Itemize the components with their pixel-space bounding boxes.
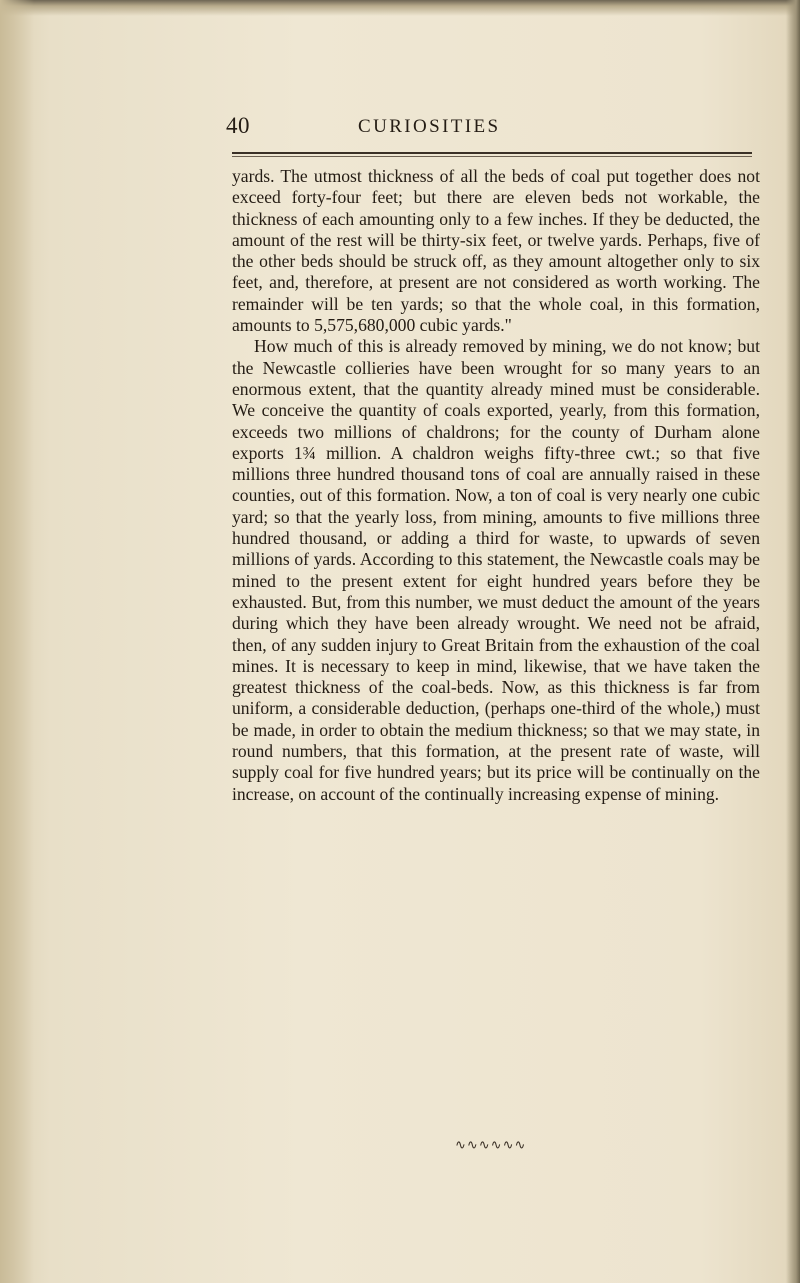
page-right-edge xyxy=(786,0,800,1283)
page-number: 40 xyxy=(226,113,250,138)
header-rule-thin xyxy=(232,156,752,157)
paragraph-2: How much of this is already removed by mining, we do not know; but the Newcastle collieries have been wrought for so many years to an enormous extent, that the quantity already mined must be considerable. We conceive the quantity of coals exported, yearly, from this formation, exceeds two millions of chaldrons; for the county of Durham alone exports 1¾ million. A chaldron weighs fifty-three cwt.; so that five millions three hundred thousand tons of coal are annually raised in these counties, out of this formation. Now, a ton of coal is very nearly one cubic yard; so that the yearly loss, from mining, amounts to five millions three hundred thousand, or adding a third for waste, to upwards of seven millions of yards. According to this statement, the Newcastle coals may be mined to the present extent for eight hundred years before they be exhausted. But, from this number, we must deduct the amount of the years during which they have been already wrought. We need not be afraid, then, of any sudden injury to Great Britain from the exhaustion of the coal mines. It is necessary to keep in mind, likewise, that we have taken the greatest thickness of the coal-beds. Now, as this thickness is far from uniform, a considerable deduction, (perhaps one-third of the whole,) must be made, in order to obtain the medium thickness; so that we may state, in round numbers, that this formation, at the present rate of waste, will supply coal for five hundred years; but its price will be continually on the increase, on account of the continually increasing expense of mining. xyxy=(232,336,760,804)
end-ornament: ∿∿∿∿∿∿ xyxy=(455,1137,527,1152)
paragraph-1: yards. The utmost thickness of all the beds of coal put together does not exceed forty-four feet; but there are eleven beds not workable, the thickness of each amounting only to a few inches. If they be deducted, the amount of the rest will be thirty-six feet, or twelve yards. Perhaps, five of the other beds should be struck off, as they amount altogether only to six feet, and, therefore, at present are not considered as worth working. The remainder will be ten yards; so that the whole coal, in this formation, amounts to 5,575,680,000 cubic yards." xyxy=(232,166,760,336)
header-rule xyxy=(232,152,752,154)
body-text xyxy=(232,166,760,805)
page-top-edge xyxy=(0,0,800,16)
page-gutter-shadow xyxy=(0,0,34,1283)
running-head: CURIOSITIES xyxy=(358,116,501,137)
